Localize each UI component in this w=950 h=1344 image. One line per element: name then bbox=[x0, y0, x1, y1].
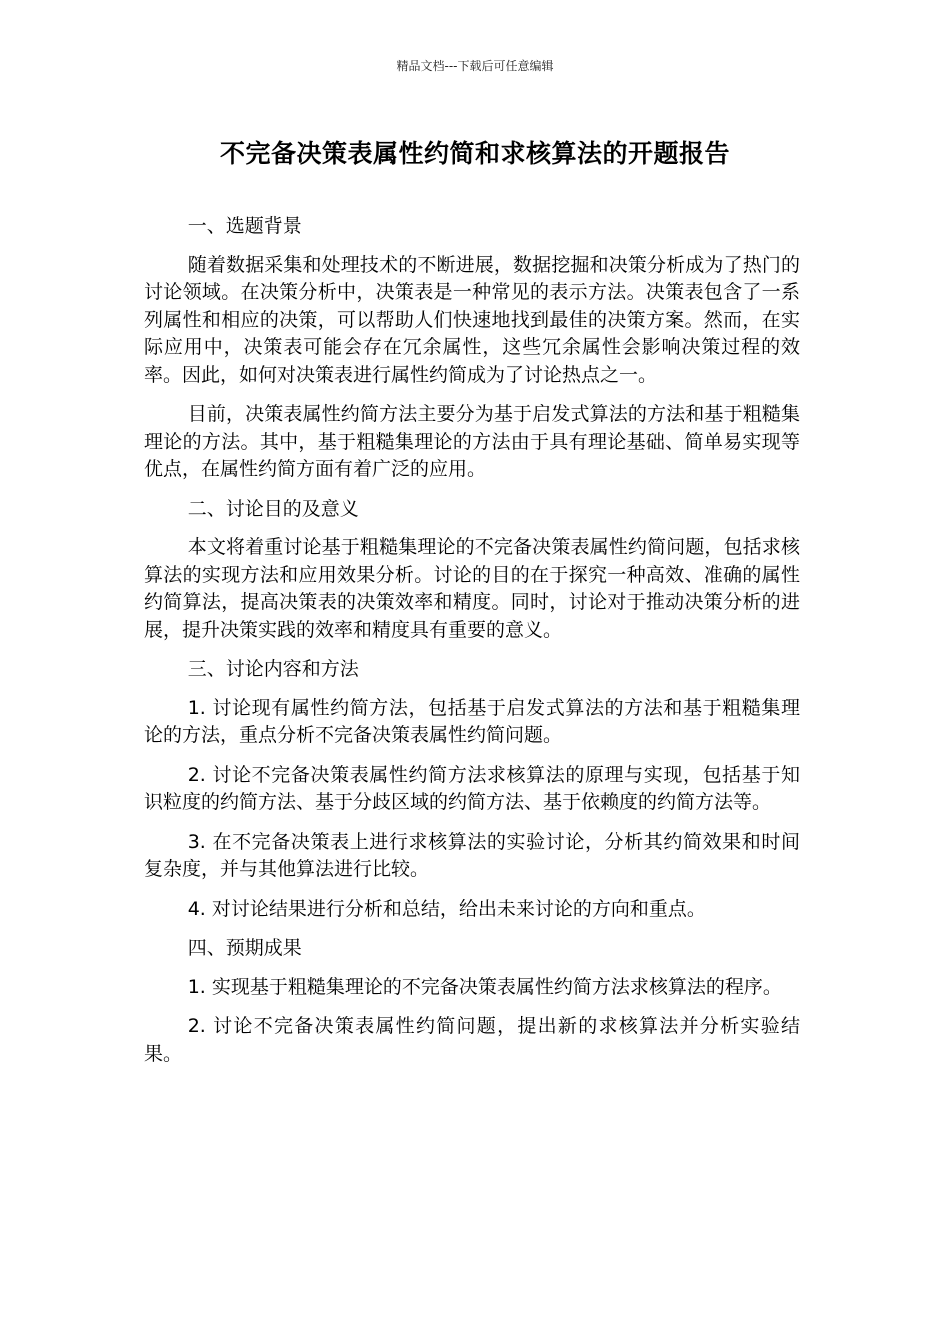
section-heading-expected-results: 四、预期成果 bbox=[187, 937, 302, 959]
list-item-content-1: 1. 讨论现有属性约简方法，包括基于启发式算法的方法和基于粗糙集理论的方法，重点分析不完备决策表属性约简问题。 bbox=[144, 696, 800, 746]
document-body bbox=[144, 213, 800, 1080]
list-item-results-1: 1. 实现基于粗糙集理论的不完备决策表属性约简方法求核算法的程序。 bbox=[187, 975, 782, 998]
list-item-results-2: 2. 讨论不完备决策表属性约简问题，提出新的求核算法并分析实验结果。 bbox=[144, 1015, 800, 1065]
section-heading-background: 一、选题背景 bbox=[187, 215, 302, 237]
document-title: 不完备决策表属性约简和求核算法的开题报告 bbox=[219, 139, 730, 168]
paragraph-background-1: 随着数据采集和处理技术的不断进展，数据挖掘和决策分析成为了热门的讨论领域。在决策分析中，决策表是一种常见的表示方法。决策表包含了一系列属性和相应的决策，可以帮助人们快速地找到最佳的决策方案。然而，在实际应用中，决策表可能会存在冗余属性，这些冗余属性会影响决策过程的效率。因此，如何对决策表进行属性约简成为了讨论热点之一。 bbox=[144, 253, 800, 386]
list-item-content-3: 3. 在不完备决策表上进行求核算法的实验讨论，分析其约简效果和时间复杂度，并与其他算法进行比较。 bbox=[144, 830, 800, 880]
list-item-content-2: 2. 讨论不完备决策表属性约简方法求核算法的原理与实现，包括基于知识粒度的约简方法、基于分歧区域的约简方法、基于依赖度的约简方法等。 bbox=[144, 763, 800, 813]
paragraph-background-2: 目前，决策表属性约简方法主要分为基于启发式算法的方法和基于粗糙集理论的方法。其中，基于粗糙集理论的方法由于具有理论基础、简单易实现等优点，在属性约简方面有着广泛的应用。 bbox=[144, 403, 800, 480]
paragraph-purpose-1: 本文将着重讨论基于粗糙集理论的不完备决策表属性约简问题，包括求核算法的实现方法和应用效果分析。讨论的目的在于探究一种高效、准确的属性约简算法，提高决策表的决策效率和精度。同时，讨论对于推动决策分析的进展，提升决策实践的效率和精度具有重要的意义。 bbox=[144, 536, 800, 641]
section-heading-purpose: 二、讨论目的及意义 bbox=[187, 497, 359, 520]
header-note: 精品文档---下载后可任意编辑 bbox=[396, 59, 554, 73]
section-heading-content-methods: 三、讨论内容和方法 bbox=[187, 658, 359, 680]
list-item-content-4: 4. 对讨论结果进行分析和总结，给出未来讨论的方向和重点。 bbox=[187, 897, 706, 920]
